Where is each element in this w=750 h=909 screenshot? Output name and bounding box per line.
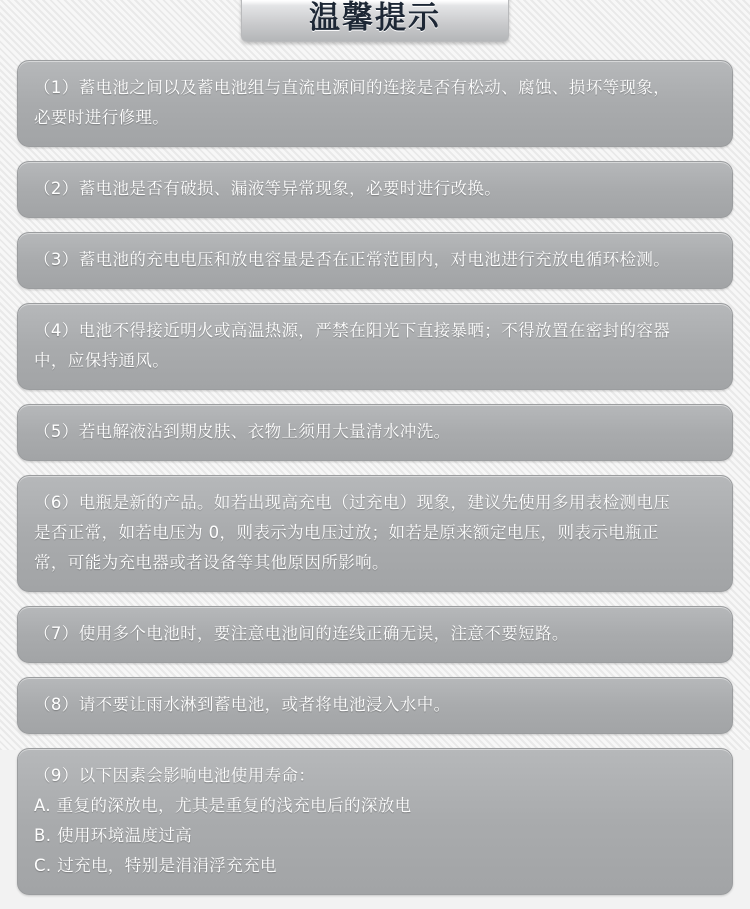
note-6-line-1: （6）电瓶是新的产品。如若出现高充电（过充电）现象，建议先使用多用表检测电压 — [34, 493, 671, 512]
note-item-3 — [17, 232, 733, 289]
note-9-line-3: B. 使用环境温度过高 — [34, 826, 193, 845]
note-1-line-1: （1）蓄电池之间以及蓄电池组与直流电源间的连接是否有松动、腐蚀、损坏等现象， — [34, 78, 671, 97]
note-item-4 — [17, 303, 733, 390]
note-item-7 — [17, 606, 733, 663]
note-6-line-3: 常，可能为充电器或者设备等其他原因所影响。 — [34, 553, 389, 572]
note-4-line-2: 中，应保持通风。 — [34, 351, 170, 370]
note-item-8 — [17, 677, 733, 734]
note-item-2 — [17, 161, 733, 218]
note-5-line-1: （5）若电解液沾到期皮肤、衣物上须用大量清水冲洗。 — [34, 422, 451, 441]
title-banner — [241, 0, 509, 42]
note-8-line-1: （8）请不要让雨水淋到蓄电池，或者将电池浸入水中。 — [34, 695, 451, 714]
note-3-line-1: （3）蓄电池的充电电压和放电容量是否在正常范围内，对电池进行充放电循环检测。 — [34, 250, 671, 269]
note-9-line-4: C. 过充电，特别是涓涓浮充充电 — [34, 856, 277, 875]
note-9-line-1: （9）以下因素会影响电池使用寿命： — [34, 766, 316, 785]
note-item-1 — [17, 60, 733, 147]
note-item-5 — [17, 404, 733, 461]
note-item-6 — [17, 475, 733, 592]
note-item-9 — [17, 748, 733, 895]
title-banner-area — [0, 0, 750, 46]
note-9-line-2: A. 重复的深放电，尤其是重复的浅充电后的深放电 — [34, 796, 412, 815]
note-1-line-2: 必要时进行修理。 — [34, 108, 170, 127]
note-4-line-1: （4）电池不得接近明火或高温热源，严禁在阳光下直接暴晒；不得放置在密封的容器 — [34, 321, 671, 340]
page-title: 温馨提示 — [309, 0, 441, 36]
note-6-line-2: 是否正常，如若电压为 0，则表示为电压过放；如若是原来额定电压，则表示电瓶正 — [34, 523, 659, 542]
note-2-line-1: （2）蓄电池是否有破损、漏液等异常现象，必要时进行改换。 — [34, 179, 502, 198]
note-7-line-1: （7）使用多个电池时，要注意电池间的连线正确无误，注意不要短路。 — [34, 624, 569, 643]
